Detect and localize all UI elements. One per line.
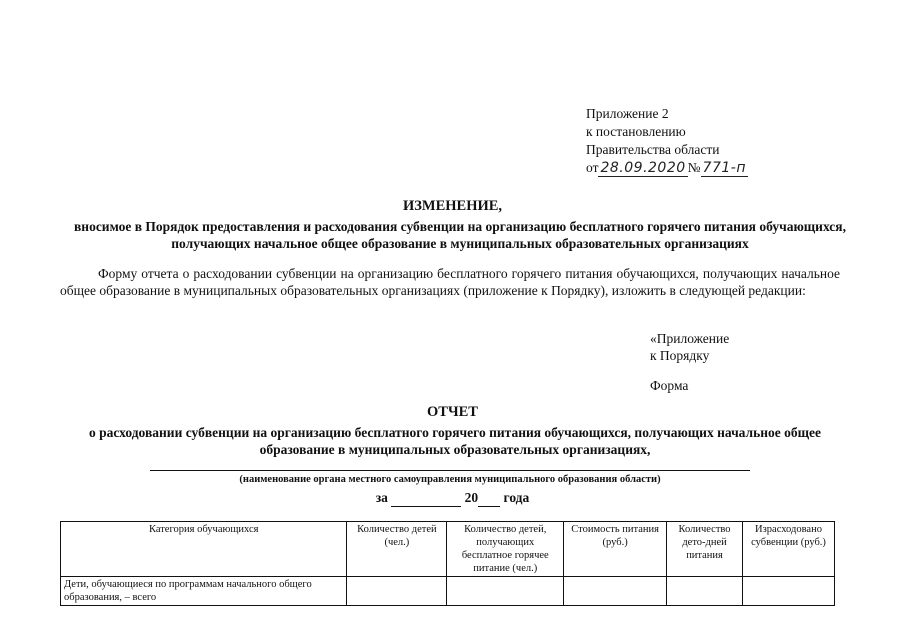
- change-subtitle: вносимое в Порядок предоставления и расходования субвенции на организацию бесплатного горячего питания обучающихся, получающих начальное общее образование в муниципальных образовательных организациях: [74, 219, 846, 251]
- header-meal-cost: Стоимость питания (руб.): [564, 522, 667, 577]
- table-cell: [667, 577, 743, 606]
- attachment-line-1: Приложение 2: [586, 106, 669, 121]
- table-header-row: [61, 522, 835, 577]
- attachment-block: [586, 105, 748, 177]
- change-title: ИЗМЕНЕНИЕ,: [402, 198, 503, 214]
- table-row: [61, 577, 835, 606]
- form-label: Форма: [650, 378, 689, 393]
- header-child-days: Количество дето-дней питания: [667, 522, 743, 577]
- org-name-caption: (наименование органа местного самоуправления муниципального образования области): [239, 474, 661, 485]
- appendix-line-1: «Приложение: [650, 331, 730, 346]
- appendix-block: [650, 330, 729, 364]
- year-blank: [478, 490, 500, 507]
- period-prefix: за: [375, 490, 388, 505]
- table-cell: [564, 577, 667, 606]
- header-spent: Израсходовано субвенции (руб.): [743, 522, 835, 577]
- header-children-count: Количество детей (чел.): [347, 522, 447, 577]
- handwritten-date: 28.09.2020: [600, 160, 686, 176]
- period-year-prefix: 20: [464, 490, 479, 505]
- appendix-line-2: к Порядку: [650, 348, 710, 363]
- attachment-line-3: Правительства области: [586, 142, 720, 157]
- report-subtitle: о расходовании субвенции на организацию бесплатного горячего питания обучающихся, получающих начальное общее образование в муниципальных образовательных организациях,: [88, 425, 822, 457]
- report-period: [0, 490, 905, 507]
- number-prefix: №: [687, 160, 701, 175]
- report-table: [60, 521, 835, 606]
- table-cell: Дети, обучающиеся по программам начального общего образования, – всего: [61, 577, 347, 606]
- table-cell: [347, 577, 447, 606]
- attachment-line-2: к постановлению: [586, 124, 686, 139]
- report-title: ОТЧЕТ: [427, 404, 478, 420]
- date-prefix: от: [586, 160, 599, 175]
- handwritten-number: 771-п: [702, 160, 746, 176]
- table-cell: [447, 577, 564, 606]
- period-suffix: года: [503, 490, 530, 505]
- body-paragraph: Форму отчета о расходовании субвенции на организацию бесплатного горячего питания обучающихся, получающих начальное общее образование в муниципальных образовательных организациях (приложение к Порядку), изложить в следующей редакции:: [60, 266, 840, 298]
- table-cell: [743, 577, 835, 606]
- header-children-fed: Количество детей, получающих бесплатное горячее питание (чел.): [447, 522, 564, 577]
- attachment-date-line: [586, 159, 748, 177]
- period-blank: [391, 490, 461, 507]
- org-name-line: [150, 470, 750, 471]
- header-category: Категория обучающихся: [61, 522, 347, 577]
